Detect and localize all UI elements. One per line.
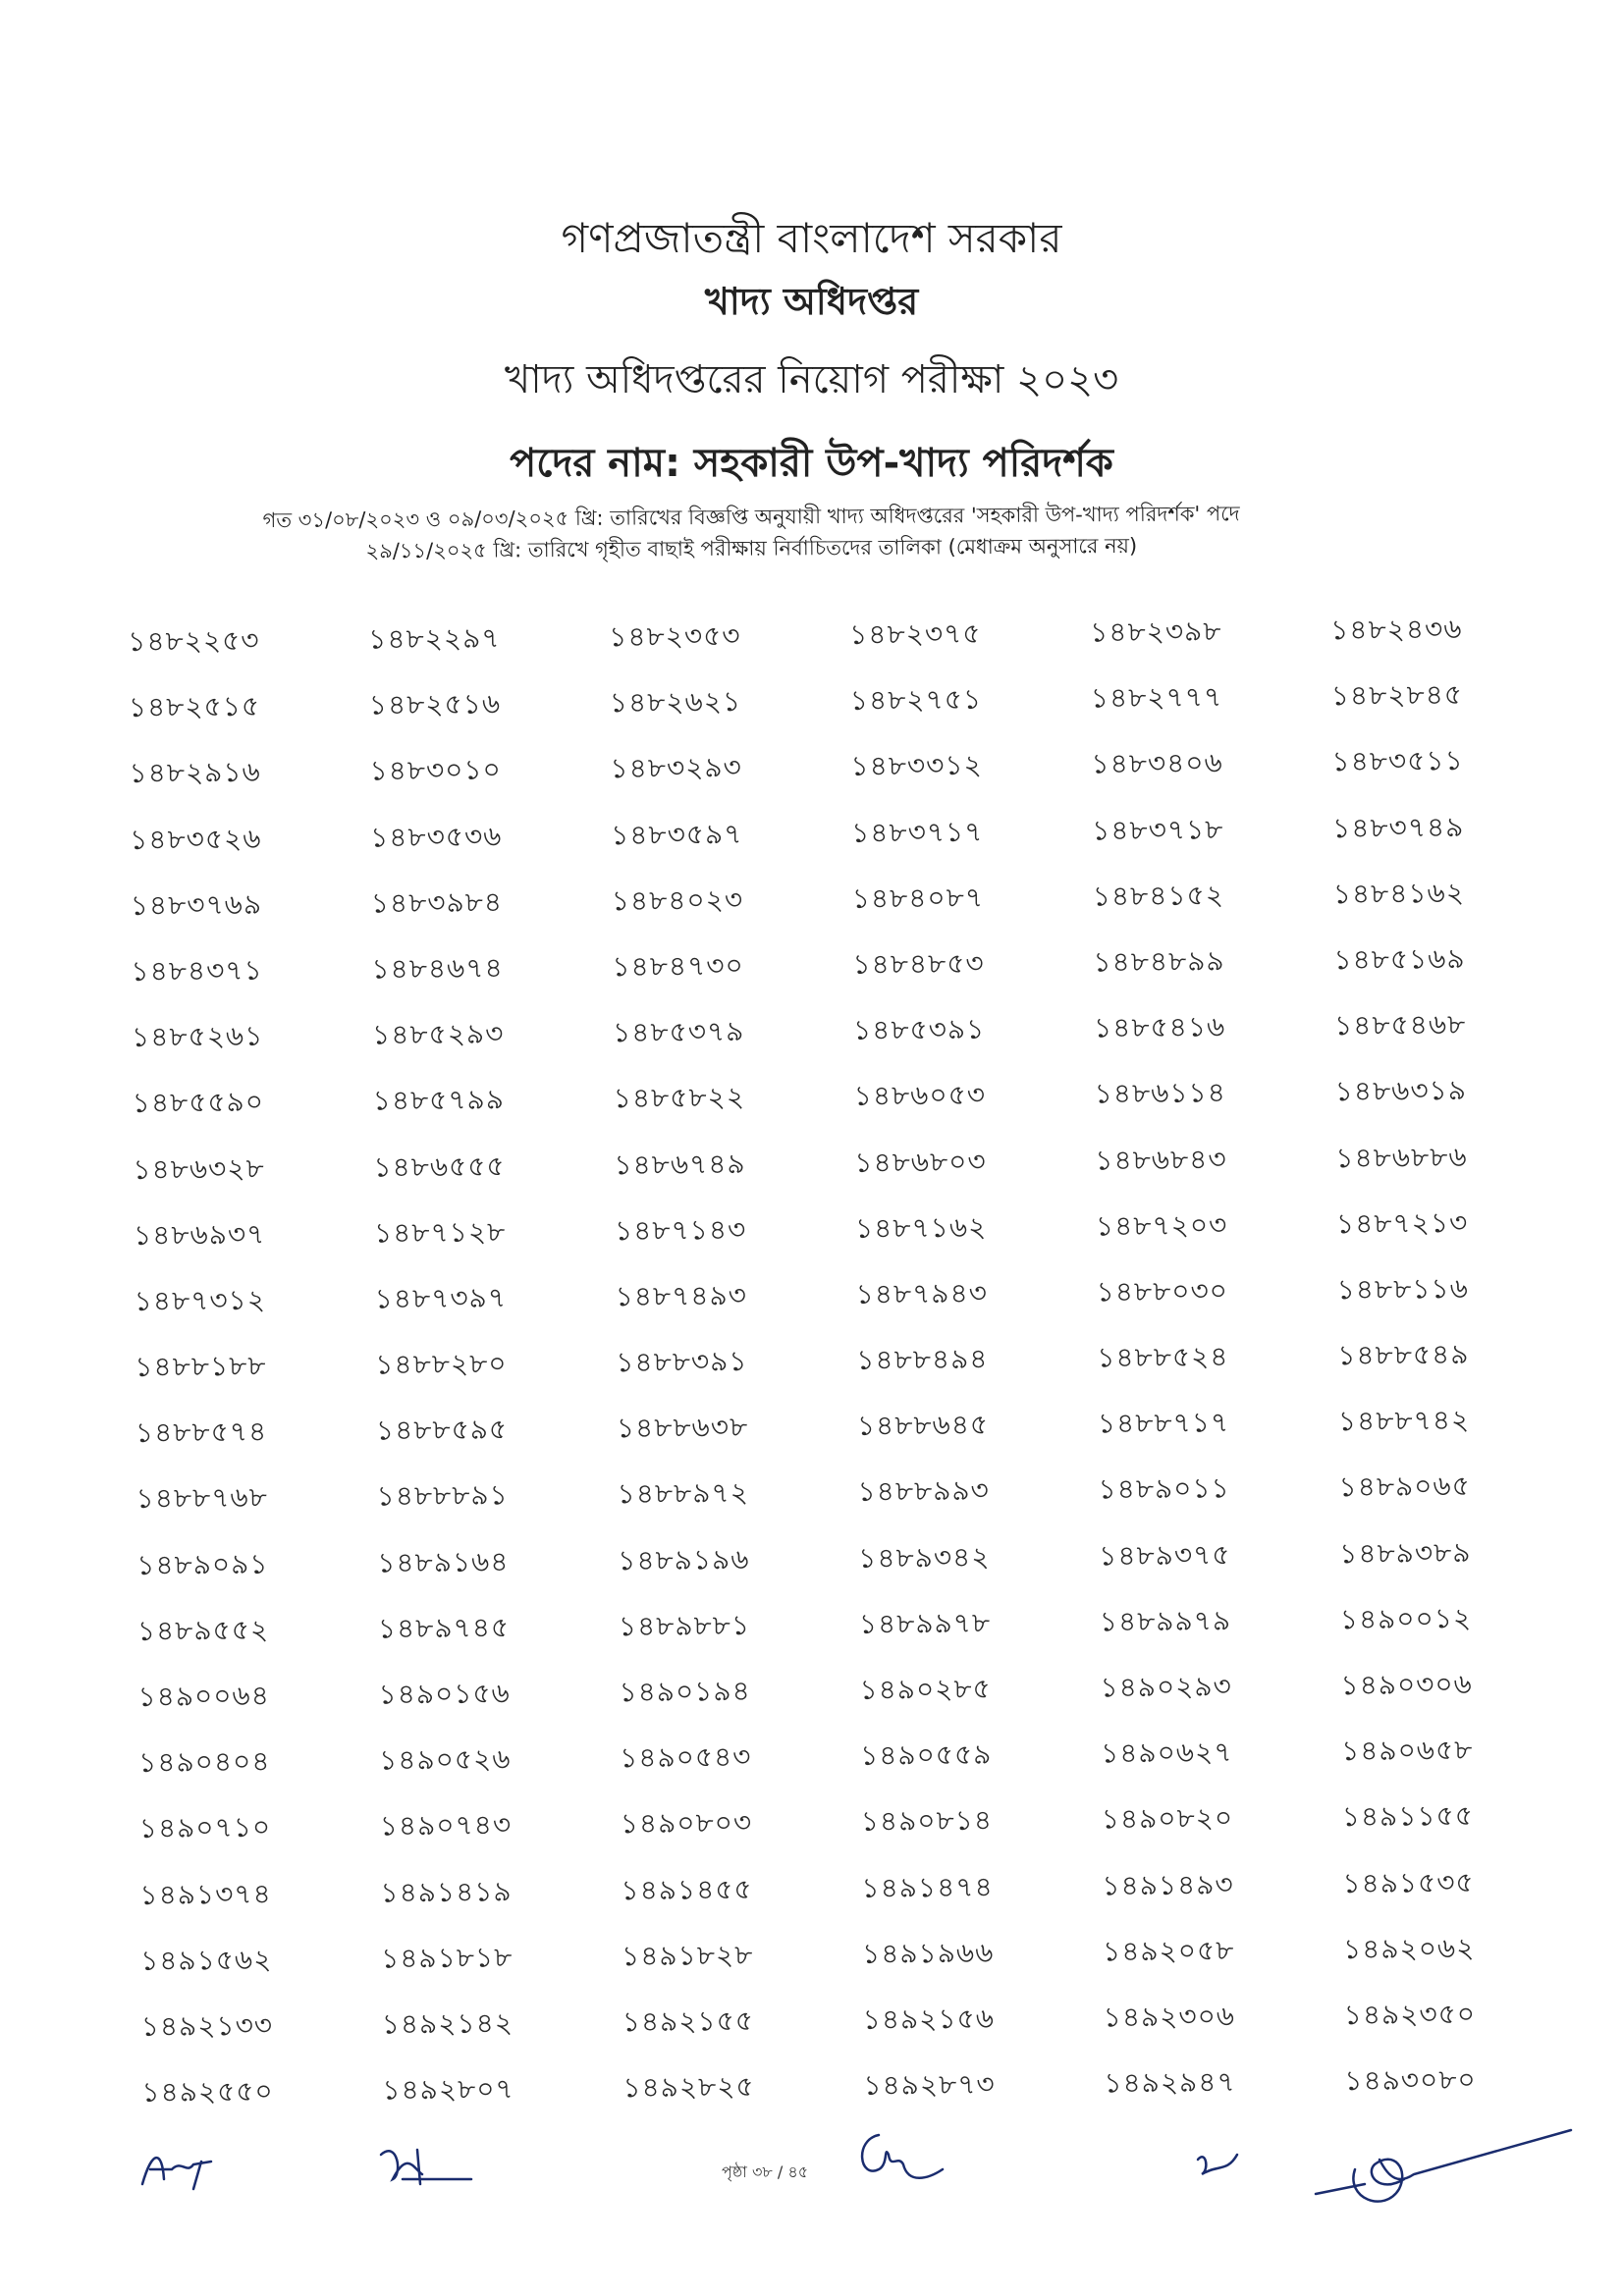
- roll-number-cell: ১৪৯১৫৬২: [139, 1943, 273, 1977]
- roll-number-cell: ১৪৯১৯৬৬: [861, 1936, 995, 1970]
- roll-number-cell: ১৪৮৯১৬৪: [377, 1544, 510, 1579]
- roll-number-cell: ১৪৮৩৯৮৪: [370, 885, 504, 920]
- roll-number-cell: ১৪৮৮১৮৮: [135, 1349, 267, 1384]
- roll-number-cell: ১৪৯২৩০৬: [1103, 2000, 1236, 2034]
- roll-number-cell: ১৪৮৩০১০: [369, 753, 502, 788]
- roll-number-cell: ১৪৯০৮১৪: [860, 1803, 994, 1839]
- roll-number-cell: ১৪৮৩২৯৩: [610, 751, 742, 785]
- roll-number-cell: ১৪৯১৪৫৫: [621, 1872, 753, 1906]
- roll-number-cell: ১৪৮৬৯৩৭: [133, 1217, 266, 1252]
- roll-number-cell: ১৪৮২৯১৬: [129, 756, 261, 790]
- roll-number-cell: ১৪৮৭২০৩: [1095, 1207, 1228, 1243]
- roll-number-cell: ১৪৮৯৭৪৫: [377, 1611, 511, 1645]
- roll-number-cell: ১৪৮২৫১৫: [128, 689, 261, 724]
- roll-number-cell: ১৪৮৮৬৩৮: [616, 1411, 749, 1445]
- roll-number-cell: ১৪৮৬৭৪৯: [614, 1147, 746, 1181]
- roll-number-cell: ১৪৯০৬৫৮: [1340, 1734, 1474, 1768]
- roll-number-cell: ১৪৯২১৫৬: [862, 2002, 996, 2036]
- roll-number-cell: ১৪৯২৮২৫: [622, 2070, 755, 2105]
- roll-number-cell: ১৪৮৮২৮০: [375, 1347, 508, 1381]
- roll-number-cell: ১৪৮৬৩১৯: [1334, 1074, 1468, 1108]
- roll-number-cell: ১৪৮৮৭১৭: [1097, 1406, 1230, 1440]
- roll-number-cell: ১৪৮৬৮০৩: [854, 1145, 987, 1179]
- roll-number-cell: ১৪৮৫৮২২: [613, 1081, 746, 1115]
- roll-number-cell: ১৪৮৩৭১৭: [850, 815, 984, 849]
- roll-number-cell: ১৪৮৪০২৩: [611, 882, 744, 918]
- roll-number-cell: ১৪৮৩৫১১: [1331, 744, 1464, 778]
- roll-number-cell: ১৪৮২৫১৬: [368, 687, 502, 721]
- roll-number-cell: ১৪৮৯১৯৬: [618, 1542, 750, 1576]
- roll-number-cell: ১৪৮৪১৫২: [1092, 879, 1225, 913]
- roll-number-cell: ১৪৮৫৪৬৮: [1333, 1008, 1467, 1042]
- roll-number-cell: ১৪৮৫৩৯১: [852, 1012, 986, 1047]
- roll-number-cell: ১৪৯০১৯৪: [619, 1674, 751, 1709]
- roll-number-cell: ১৪৯১৪৯৩: [1102, 1867, 1234, 1902]
- signature-1-icon: [133, 2140, 250, 2199]
- roll-number-cell: ১৪৯২১৫৫: [622, 2003, 755, 2039]
- roll-number-cell: ১৪৮২২৫৩: [128, 623, 260, 658]
- roll-number-cell: ১৪৯০৫২৬: [379, 1742, 512, 1777]
- roll-number-cell: ১৪৮৯৩৭৫: [1099, 1537, 1231, 1573]
- roll-number-cell: ১৪৮৭৩৯৭: [374, 1281, 508, 1315]
- roll-number-cell: ১৪৮৯৩৮৯: [1339, 1535, 1472, 1570]
- roll-number-cell: ১৪৯২৫৫০: [141, 2074, 274, 2109]
- roll-number-cell: ১৪৯০৭৪৩: [379, 1808, 513, 1842]
- roll-number-cell: ১৪৮২৭৭৭: [1090, 680, 1223, 715]
- roll-number-cell: ১৪৯২১৩৩: [140, 2008, 274, 2043]
- roll-number-cell: ১৪৯০২৮৫: [859, 1672, 992, 1706]
- roll-number-cell: ১৪৯২০৫৮: [1102, 1933, 1235, 1968]
- roll-number-cell: ১৪৮৫২৬১: [131, 1019, 264, 1054]
- roll-number-cell: ১৪৮২৬২১: [609, 685, 742, 720]
- roll-number-cell: ১৪৮৪৬৭৪: [371, 951, 504, 986]
- roll-number-cell: ১৪৮৫৩৭৯: [612, 1015, 745, 1049]
- roll-number-cell: ১৪৮৭৯৪৩: [855, 1276, 989, 1310]
- roll-number-cell: ১৪৮৩৭৪৯: [1331, 810, 1465, 844]
- roll-number-cell: ১৪৯৩০৮০: [1344, 2063, 1477, 2098]
- roll-number-cell: ১৪৮৮০৩০: [1096, 1274, 1229, 1308]
- roll-number-cell: ১৪৮২২৯৭: [368, 621, 501, 656]
- notice-line-2: ২৯/১১/২০২৫ খ্রি: তারিখে গৃহীত বাছাই পরীক্ষায় নির্বাচিতদের তালিকা (মেধাক্রম অনুসারে নয়): [365, 533, 1138, 563]
- roll-number-cell: ১৪৮৬১১৪: [1094, 1076, 1227, 1110]
- roll-number-cell: ১৪৯০৫৪৩: [619, 1740, 752, 1775]
- roll-number-cell: ১৪৮৯৯৭৯: [1099, 1604, 1232, 1638]
- signature-2-icon: [373, 2135, 491, 2199]
- roll-number-cell: ১৪৮৫৭৯৯: [372, 1083, 506, 1117]
- roll-number-cell: ১৪৮৮৬৪৫: [856, 1408, 990, 1443]
- roll-number-cell: ১৪৯১৩৭৪: [139, 1877, 272, 1911]
- roll-number-cell: ১৪৮৪১৬২: [1332, 876, 1466, 910]
- page-number: পৃষ্ঠা ৩৮ / ৪৫: [722, 2163, 809, 2181]
- roll-number-cell: ১৪৯২৮৭৩: [863, 2067, 996, 2102]
- roll-number-cell: ১৪৯০১৫৬: [378, 1677, 511, 1711]
- government-heading: গণপ্রজাতন্ত্রী বাংলাদেশ সরকার: [561, 214, 1062, 262]
- roll-number-cell: ১৪৯২৩৫০: [1343, 1997, 1477, 2032]
- roll-number-cell: ১৪৮৮৭৪২: [1337, 1404, 1471, 1438]
- roll-number-cell: ১৪৮৮৫৯৫: [375, 1413, 509, 1447]
- roll-number-cell: ১৪৮৮৫৪৯: [1337, 1337, 1470, 1372]
- roll-number-cell: ১৪৯০৮০৩: [620, 1806, 753, 1841]
- roll-number-cell: ১৪৮৫৫৯০: [132, 1086, 265, 1120]
- roll-number-cell: ১৪৮৯৮৮১: [618, 1608, 751, 1643]
- roll-number-cell: ১৪৮৩৭৬৯: [130, 887, 263, 922]
- roll-number-cell: ১৪৮৯৫৫২: [136, 1613, 270, 1647]
- roll-number-cell: ১৪৮৮১১৬: [1336, 1271, 1469, 1307]
- roll-number-cell: ১৪৮২৮৪৫: [1330, 678, 1464, 713]
- page-footer: [0, 2120, 1623, 2228]
- roll-number-cell: ১৪৮৮৩৯১: [616, 1345, 748, 1379]
- roll-number-cell: ১৪৮৩৪০৬: [1091, 746, 1223, 780]
- roll-number-cell: ১৪৮২৩৫৩: [609, 619, 741, 654]
- signature-4-icon: [1188, 2145, 1247, 2184]
- roll-number-cell: ১৪৮৭১৪৩: [614, 1212, 747, 1247]
- roll-number-cell: ১৪৯২৮০৭: [382, 2072, 514, 2107]
- exam-title: খাদ্য অধিদপ্তরের নিয়োগ পরীক্ষা ২০২৩: [504, 357, 1119, 402]
- roll-number-cell: ১৪৮৪৩৭১: [131, 953, 263, 988]
- roll-number-cell: ১৪৮২৩৭৫: [849, 616, 982, 651]
- roll-number-cell: ১৪৯০৪০৪: [138, 1744, 271, 1780]
- roll-number-cell: ১৪৯২০৬২: [1342, 1931, 1476, 1965]
- roll-number-cell: ১৪৮২৪৩৬: [1329, 612, 1463, 647]
- notice-line-1: গত ৩১/০৮/২০২৩ ও ০৯/০৩/২০২৫ খ্রি: তারিখের বিজ্ঞপ্তি অনুযায়ী খাদ্য অধিদপ্তরের 'সহকারী উপ-খাদ্য পরিদর্শক' পদে: [262, 502, 1240, 533]
- roll-number-cell: ১৪৮৭২১৩: [1335, 1205, 1469, 1240]
- roll-number-cell: ১৪৮৯০৬৫: [1338, 1469, 1471, 1504]
- roll-number-cell: ১৪৮৫২৯৩: [371, 1017, 505, 1051]
- roll-number-cell: ১৪৮৩৭১৮: [1091, 812, 1224, 847]
- roll-number-cell: ১৪৯১৮১৮: [380, 1941, 514, 1975]
- roll-number-cell: ১৪৯০০৬৪: [137, 1679, 270, 1713]
- roll-number-cell: ১৪৮৬৮৮৬: [1335, 1140, 1468, 1174]
- roll-number-cell: ১৪৮২৩৯৮: [1090, 614, 1222, 649]
- signature-5-icon: [1306, 2120, 1581, 2218]
- roll-number-cell: ১৪৮৯০১১: [1098, 1471, 1230, 1506]
- roll-number-cell: ১৪৮৬৫৫৫: [373, 1148, 506, 1184]
- roll-number-cell: ১৪৮৫৪১৬: [1093, 1010, 1226, 1044]
- roll-number-cell: ১৪৮৬৮৪৩: [1095, 1142, 1227, 1177]
- roll-number-cell: ১৪৮৩৫৯৭: [610, 817, 743, 851]
- roll-number-cell: ১৪৮৪৮৫৩: [852, 946, 985, 981]
- roll-number-cell: ১৪৯০৫৫৯: [859, 1737, 993, 1773]
- roll-number-cell: ১৪৯০২৯৩: [1100, 1670, 1232, 1704]
- roll-number-cell: ১৪৮৮৫২৪: [1097, 1340, 1229, 1374]
- roll-number-cell: ১৪৮৭৪৯৩: [615, 1278, 748, 1313]
- department-heading: খাদ্য অধিদপ্তর: [704, 280, 919, 323]
- roll-number-cell: ১৪৮৬০৫৩: [853, 1078, 987, 1113]
- roll-number-cell: ১৪৮৭১৬২: [854, 1210, 988, 1245]
- signature-3-icon: [849, 2125, 967, 2204]
- post-name: পদের নাম: সহকারী উপ-খাদ্য পরিদর্শক: [510, 441, 1113, 486]
- roll-number-cell: ১৪৮২৭৫১: [849, 682, 983, 718]
- roll-number-cell: ১৪৮৮৯৯৩: [857, 1474, 990, 1509]
- roll-number-cell: ১৪৯০৮২০: [1101, 1801, 1234, 1836]
- roll-number-cell: ১৪৮৮৯৭২: [617, 1476, 749, 1511]
- roll-number-cell: ১৪৯০৭১০: [138, 1811, 272, 1845]
- roll-number-cell: ১৪৮৯৯৭৮: [858, 1606, 992, 1640]
- roll-number-cell: ১৪৮৪০৮৭: [851, 881, 985, 915]
- roll-number-cell: ১৪৮৫১৬৯: [1333, 941, 1466, 977]
- roll-number-cell: ১৪৮৩৫৩৬: [369, 819, 503, 854]
- roll-number-cell: ১৪৯১৪১৯: [380, 1874, 513, 1909]
- roll-number-cell: ১৪৯১৫৩৫: [1342, 1865, 1475, 1899]
- roll-number-cell: ১৪৯০৬২৭: [1100, 1735, 1233, 1770]
- roll-number-cell: ১৪৮৮৫৭৪: [135, 1415, 268, 1450]
- roll-number-cell: ১৪৮৮৪৯৪: [856, 1342, 989, 1376]
- roll-number-table: [128, 608, 1517, 2138]
- roll-number-cell: ১৪৯২১৪২: [381, 2006, 514, 2041]
- roll-number-cell: ১৪৮৯০৯১: [136, 1547, 269, 1581]
- roll-number-cell: ১৪৮৩৫২৬: [129, 822, 262, 856]
- roll-number-cell: ১৪৯০০১২: [1339, 1601, 1473, 1636]
- roll-number-cell: ১৪৮৮৮৯১: [376, 1478, 509, 1514]
- roll-number-cell: ১৪৮৭১২৮: [373, 1215, 507, 1250]
- roll-number-cell: ১৪৮৭৩১২: [134, 1283, 267, 1317]
- roll-number-cell: ১৪৯২৯৪৭: [1104, 2065, 1236, 2100]
- roll-number-cell: ১৪৮৬৩২৮: [133, 1151, 265, 1186]
- roll-number-cell: ১৪৮৪৮৯৯: [1093, 944, 1225, 979]
- notice-text: [137, 497, 1365, 568]
- roll-number-cell: ১৪৯১৮২৮: [621, 1938, 754, 1972]
- roll-number-cell: ১৪৮৪৭৩০: [612, 948, 744, 984]
- roll-number-cell: ১৪৮৩৩১২: [850, 749, 983, 783]
- roll-number-cell: ১৪৯১১৫৫: [1341, 1799, 1475, 1834]
- roll-number-cell: ১৪৯০৩০৬: [1340, 1667, 1473, 1702]
- roll-number-cell: ১৪৮৯৩৪২: [858, 1540, 991, 1575]
- roll-number-cell: ১৪৯১৪৭৪: [861, 1870, 994, 1904]
- roll-number-cell: ১৪৮৮৭৬৮: [135, 1481, 269, 1516]
